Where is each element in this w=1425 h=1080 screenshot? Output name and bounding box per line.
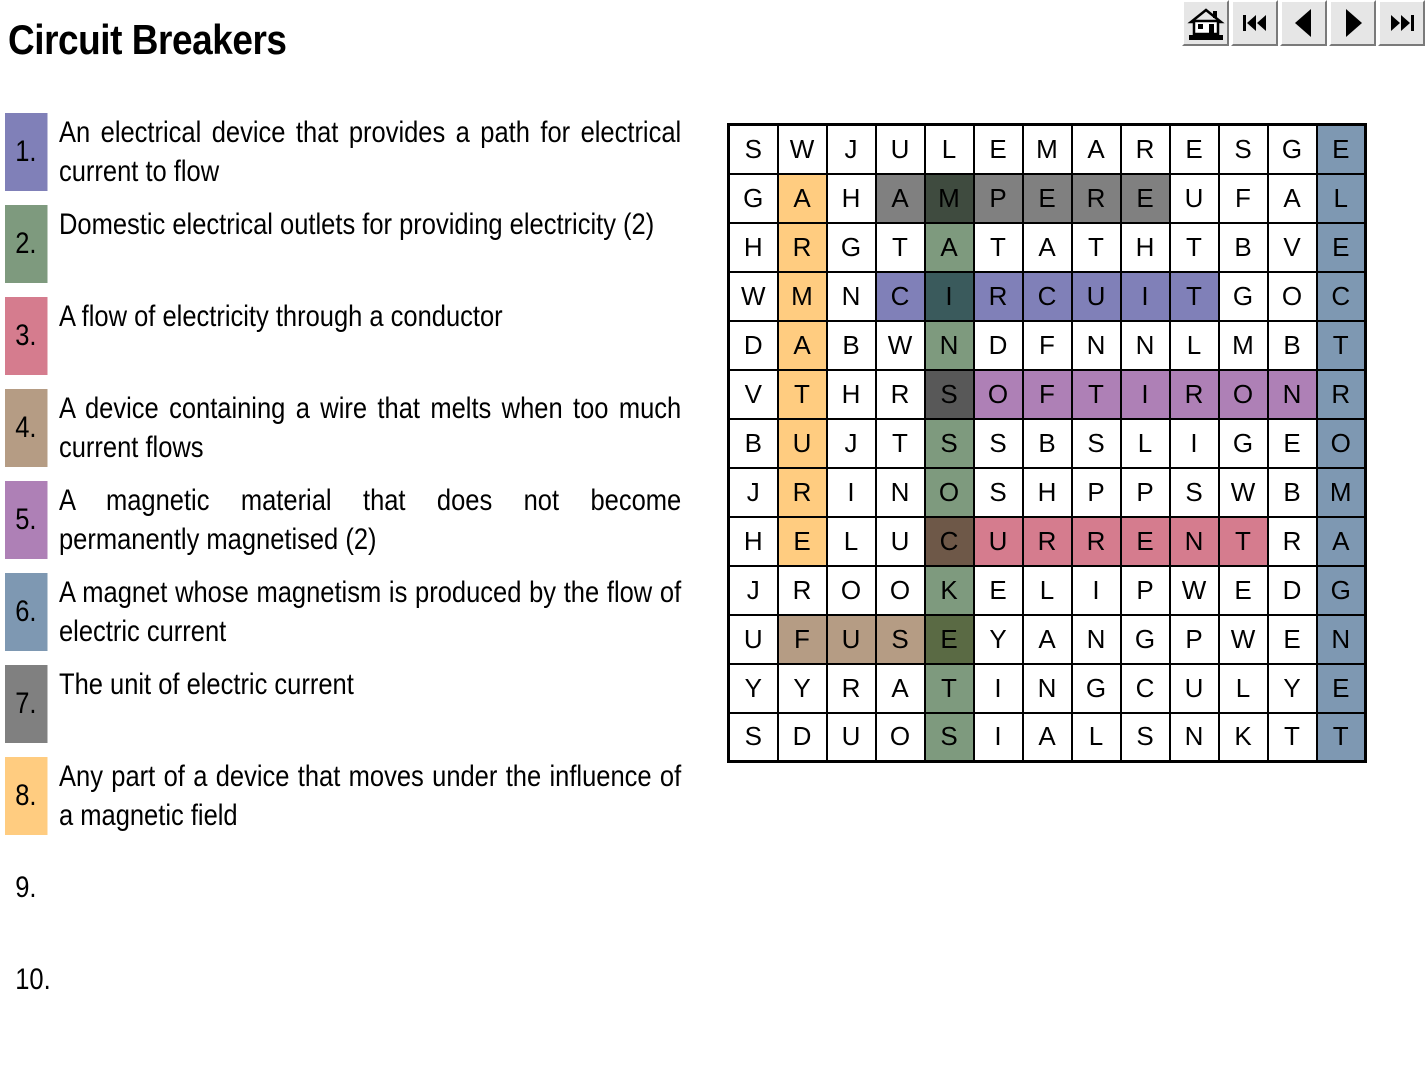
grid-cell[interactable]: T xyxy=(876,223,925,272)
grid-cell[interactable]: N xyxy=(827,272,876,321)
grid-cell[interactable]: A xyxy=(1268,174,1317,223)
clue-item xyxy=(5,389,685,467)
grid-cell[interactable]: T xyxy=(1170,272,1219,321)
grid-cell[interactable]: S xyxy=(729,125,778,174)
grid-cell[interactable]: T xyxy=(1170,223,1219,272)
grid-row xyxy=(729,321,1366,370)
grid-cell[interactable]: B xyxy=(1023,419,1072,468)
grid-cell[interactable]: L xyxy=(1072,713,1121,762)
grid-cell[interactable]: S xyxy=(925,419,974,468)
grid-cell[interactable]: V xyxy=(729,370,778,419)
grid-cell[interactable]: O xyxy=(827,566,876,615)
clue-number: 8. xyxy=(5,757,48,835)
grid-cell[interactable]: R xyxy=(1170,370,1219,419)
grid-cell[interactable]: R xyxy=(1072,517,1121,566)
grid-cell[interactable]: E xyxy=(1317,223,1366,272)
clue-text xyxy=(59,481,682,559)
grid-cell[interactable]: A xyxy=(1072,125,1121,174)
grid-cell[interactable]: S xyxy=(1121,713,1170,762)
grid-cell[interactable]: S xyxy=(1219,125,1268,174)
home-button[interactable] xyxy=(1182,0,1229,46)
clue-item xyxy=(5,941,685,1019)
grid-cell[interactable]: U xyxy=(1170,174,1219,223)
grid-cell[interactable]: Y xyxy=(974,615,1023,664)
grid-row xyxy=(729,223,1366,272)
clue-item xyxy=(5,113,685,191)
grid-cell[interactable]: S xyxy=(729,713,778,762)
clue-text-content: A magnet whose magnetism is produced by the flow of electric current xyxy=(59,576,682,648)
clue-text xyxy=(59,665,682,704)
clue-number: 1. xyxy=(5,113,48,191)
grid-cell[interactable]: T xyxy=(1268,713,1317,762)
grid-cell[interactable]: R xyxy=(1072,174,1121,223)
grid-cell[interactable]: E xyxy=(1023,174,1072,223)
grid-cell[interactable]: G xyxy=(1317,566,1366,615)
grid-cell[interactable]: R xyxy=(1317,370,1366,419)
next-slide-button[interactable] xyxy=(1329,0,1376,46)
clue-item xyxy=(5,665,685,743)
grid-cell[interactable]: O xyxy=(1317,419,1366,468)
grid-cell[interactable]: E xyxy=(1317,125,1366,174)
first-slide-button[interactable] xyxy=(1231,0,1278,46)
grid-cell[interactable]: G xyxy=(827,223,876,272)
grid-cell[interactable]: W xyxy=(1170,566,1219,615)
clue-number: 5. xyxy=(5,481,48,559)
grid-cell[interactable]: L xyxy=(1170,321,1219,370)
grid-cell[interactable]: E xyxy=(1170,125,1219,174)
clue-number: 10. xyxy=(15,963,51,996)
grid-cell[interactable]: H xyxy=(729,223,778,272)
grid-cell[interactable]: P xyxy=(974,174,1023,223)
grid-cell[interactable]: E xyxy=(974,125,1023,174)
grid-cell[interactable]: T xyxy=(1219,517,1268,566)
grid-cell[interactable]: Y xyxy=(729,664,778,713)
grid-cell[interactable]: Y xyxy=(778,664,827,713)
grid-cell[interactable]: E xyxy=(974,566,1023,615)
clue-item xyxy=(5,757,685,835)
clue-text-content: Domestic electrical outlets for providing electricity (2) xyxy=(59,208,655,241)
grid-cell[interactable]: S xyxy=(876,615,925,664)
grid-cell[interactable]: R xyxy=(827,664,876,713)
grid-cell[interactable]: O xyxy=(925,468,974,517)
grid-cell[interactable]: E xyxy=(925,615,974,664)
home-icon xyxy=(1187,4,1225,42)
grid-cell[interactable]: O xyxy=(974,370,1023,419)
grid-cell[interactable]: W xyxy=(729,272,778,321)
grid-cell[interactable]: E xyxy=(1317,664,1366,713)
previous-icon xyxy=(1289,6,1319,40)
grid-cell[interactable]: E xyxy=(778,517,827,566)
grid-cell[interactable]: E xyxy=(1121,174,1170,223)
grid-cell[interactable]: M xyxy=(778,272,827,321)
grid-cell[interactable]: B xyxy=(1268,321,1317,370)
grid-cell[interactable]: E xyxy=(1268,419,1317,468)
grid-cell[interactable]: G xyxy=(1268,125,1317,174)
grid-cell[interactable]: T xyxy=(974,223,1023,272)
grid-cell[interactable]: R xyxy=(778,223,827,272)
grid-cell[interactable]: S xyxy=(925,713,974,762)
grid-cell[interactable]: P xyxy=(1121,566,1170,615)
grid-cell[interactable]: Y xyxy=(1268,664,1317,713)
grid-cell[interactable]: W xyxy=(1219,615,1268,664)
grid-cell[interactable]: F xyxy=(1023,321,1072,370)
grid-row xyxy=(729,517,1366,566)
clue-number: 4. xyxy=(5,389,48,467)
grid-cell[interactable]: I xyxy=(925,272,974,321)
grid-cell[interactable]: A xyxy=(925,223,974,272)
grid-cell[interactable]: G xyxy=(1219,272,1268,321)
clue-item xyxy=(5,481,685,559)
grid-cell[interactable]: U xyxy=(778,419,827,468)
grid-cell[interactable]: W xyxy=(778,125,827,174)
grid-cell[interactable]: N xyxy=(1268,370,1317,419)
clue-text-content: A magnetic material that does not become permanently magnetised (2) xyxy=(59,484,682,556)
grid-cell[interactable]: N xyxy=(1317,615,1366,664)
grid-cell[interactable]: M xyxy=(925,174,974,223)
page-title: Circuit Breakers xyxy=(8,16,287,63)
grid-cell[interactable]: S xyxy=(1170,468,1219,517)
grid-cell[interactable]: R xyxy=(1023,517,1072,566)
grid-cell[interactable]: A xyxy=(778,174,827,223)
clue-number: 3. xyxy=(5,297,48,375)
grid-row xyxy=(729,272,1366,321)
grid-cell[interactable]: G xyxy=(1072,664,1121,713)
grid-cell[interactable]: O xyxy=(876,566,925,615)
grid-cell[interactable]: S xyxy=(974,468,1023,517)
grid-cell[interactable]: O xyxy=(876,713,925,762)
grid-cell[interactable]: T xyxy=(778,370,827,419)
grid-row xyxy=(729,125,1366,174)
grid-cell[interactable]: L xyxy=(1317,174,1366,223)
grid-cell[interactable]: C xyxy=(876,272,925,321)
grid-cell[interactable]: E xyxy=(1121,517,1170,566)
grid-cell[interactable]: I xyxy=(974,664,1023,713)
grid-cell[interactable]: T xyxy=(1072,223,1121,272)
grid-cell[interactable]: F xyxy=(778,615,827,664)
grid-row xyxy=(729,566,1366,615)
clue-text xyxy=(59,297,682,336)
grid-cell[interactable]: T xyxy=(925,664,974,713)
grid-cell[interactable]: J xyxy=(827,419,876,468)
grid-cell[interactable]: G xyxy=(1121,615,1170,664)
clue-text-content: A flow of electricity through a conductor xyxy=(59,300,503,333)
grid-row xyxy=(729,664,1366,713)
grid-cell[interactable]: A xyxy=(1023,223,1072,272)
grid-cell[interactable]: T xyxy=(1317,321,1366,370)
grid-cell[interactable]: I xyxy=(827,468,876,517)
grid-cell[interactable]: A xyxy=(1317,517,1366,566)
grid-cell[interactable]: L xyxy=(925,125,974,174)
grid-cell[interactable]: O xyxy=(1219,370,1268,419)
grid-row xyxy=(729,713,1366,762)
grid-cell[interactable]: M xyxy=(1219,321,1268,370)
grid-cell[interactable]: D xyxy=(729,321,778,370)
clue-text xyxy=(59,757,682,835)
grid-row xyxy=(729,419,1366,468)
grid-cell[interactable]: B xyxy=(1268,468,1317,517)
grid-cell[interactable]: U xyxy=(1170,664,1219,713)
grid-cell[interactable]: B xyxy=(1219,223,1268,272)
grid-cell[interactable]: S xyxy=(925,370,974,419)
grid-cell[interactable]: H xyxy=(729,517,778,566)
grid-cell[interactable]: S xyxy=(1072,419,1121,468)
grid-cell[interactable]: L xyxy=(827,517,876,566)
grid-cell[interactable]: M xyxy=(1317,468,1366,517)
grid-cell[interactable]: L xyxy=(1023,566,1072,615)
grid-cell[interactable]: D xyxy=(974,321,1023,370)
grid-cell[interactable]: C xyxy=(925,517,974,566)
grid-cell[interactable]: U xyxy=(729,615,778,664)
word-search-grid xyxy=(727,123,1367,763)
grid-cell[interactable]: K xyxy=(1219,713,1268,762)
grid-row xyxy=(729,468,1366,517)
grid-cell[interactable]: C xyxy=(1023,272,1072,321)
grid-cell[interactable]: L xyxy=(1219,664,1268,713)
clue-number: 2. xyxy=(5,205,48,283)
previous-slide-button[interactable] xyxy=(1280,0,1327,46)
grid-cell[interactable]: P xyxy=(1121,468,1170,517)
grid-cell[interactable]: I xyxy=(974,713,1023,762)
grid-cell[interactable]: O xyxy=(1268,272,1317,321)
grid-cell[interactable]: M xyxy=(1023,125,1072,174)
grid-cell[interactable]: A xyxy=(1023,615,1072,664)
grid-cell[interactable]: D xyxy=(778,713,827,762)
grid-cell[interactable]: N xyxy=(1121,321,1170,370)
grid-cell[interactable]: P xyxy=(1072,468,1121,517)
clue-text-content: An electrical device that provides a path for electrical current to flow xyxy=(59,116,682,188)
grid-cell[interactable]: D xyxy=(1268,566,1317,615)
clue-text-content: Any part of a device that moves under the influence of a magnetic field xyxy=(59,760,682,832)
grid-cell[interactable]: R xyxy=(974,272,1023,321)
grid-cell[interactable]: H xyxy=(827,174,876,223)
grid-cell[interactable]: I xyxy=(1121,370,1170,419)
grid-row xyxy=(729,174,1366,223)
grid-cell[interactable]: R xyxy=(1121,125,1170,174)
clue-number: 7. xyxy=(5,665,48,743)
clue-text xyxy=(59,389,682,467)
clue-item xyxy=(5,297,685,375)
grid-cell[interactable]: G xyxy=(729,174,778,223)
clue-text xyxy=(59,205,682,244)
grid-cell[interactable]: N xyxy=(1023,664,1072,713)
clue-text xyxy=(59,941,682,980)
grid-cell[interactable]: T xyxy=(1317,713,1366,762)
grid-cell[interactable]: R xyxy=(778,468,827,517)
clue-text-content: The unit of electric current xyxy=(59,668,354,701)
grid-cell[interactable]: S xyxy=(974,419,1023,468)
clue-number: 9. xyxy=(15,871,37,904)
clue-item xyxy=(5,849,685,927)
grid-cell[interactable]: U xyxy=(827,713,876,762)
grid-row xyxy=(729,370,1366,419)
grid-cell[interactable]: N xyxy=(1170,713,1219,762)
grid-cell[interactable]: F xyxy=(1219,174,1268,223)
grid-cell[interactable]: P xyxy=(1170,615,1219,664)
clue-text-content: A device containing a wire that melts when too much current flows xyxy=(59,392,682,464)
skip-last-icon xyxy=(1387,11,1417,35)
grid-cell[interactable]: T xyxy=(876,419,925,468)
clue-text xyxy=(59,849,682,888)
grid-cell[interactable]: I xyxy=(1121,272,1170,321)
grid-cell[interactable]: B xyxy=(827,321,876,370)
grid-cell[interactable]: A xyxy=(876,664,925,713)
grid-cell[interactable]: B xyxy=(729,419,778,468)
skip-first-icon xyxy=(1240,11,1270,35)
grid-cell[interactable]: A xyxy=(778,321,827,370)
grid-cell[interactable]: T xyxy=(1072,370,1121,419)
clue-number: 6. xyxy=(5,573,48,651)
next-icon xyxy=(1338,6,1368,40)
grid-cell[interactable]: V xyxy=(1268,223,1317,272)
grid-cell[interactable]: J xyxy=(729,468,778,517)
grid-cell[interactable]: R xyxy=(1268,517,1317,566)
grid-cell[interactable]: J xyxy=(827,125,876,174)
slide-navigation xyxy=(1182,0,1425,48)
grid-cell[interactable]: C xyxy=(1317,272,1366,321)
grid-cell[interactable]: U xyxy=(876,125,925,174)
grid-cell[interactable]: N xyxy=(876,468,925,517)
grid-cell[interactable]: W xyxy=(1219,468,1268,517)
grid-cell[interactable]: E xyxy=(1219,566,1268,615)
grid-cell[interactable]: L xyxy=(1121,419,1170,468)
grid-row xyxy=(729,615,1366,664)
grid-cell[interactable]: I xyxy=(1072,566,1121,615)
clue-text xyxy=(59,573,682,651)
grid-cell[interactable]: J xyxy=(729,566,778,615)
grid-cell[interactable]: U xyxy=(974,517,1023,566)
grid-cell[interactable]: A xyxy=(876,174,925,223)
grid-cell[interactable]: H xyxy=(1023,468,1072,517)
grid-cell[interactable]: E xyxy=(1268,615,1317,664)
grid-cell[interactable]: N xyxy=(1072,615,1121,664)
clue-item xyxy=(5,573,685,651)
grid-cell[interactable]: N xyxy=(925,321,974,370)
grid-cell[interactable]: U xyxy=(827,615,876,664)
grid-cell[interactable]: G xyxy=(1219,419,1268,468)
grid-cell[interactable]: R xyxy=(876,370,925,419)
grid-cell[interactable]: I xyxy=(1170,419,1219,468)
grid-cell[interactable]: A xyxy=(1023,713,1072,762)
grid-cell[interactable]: H xyxy=(1121,223,1170,272)
clue-item xyxy=(5,205,685,283)
grid-cell[interactable]: N xyxy=(1072,321,1121,370)
grid-cell[interactable]: W xyxy=(876,321,925,370)
grid-cell[interactable]: C xyxy=(1121,664,1170,713)
grid-cell[interactable]: N xyxy=(1170,517,1219,566)
grid-cell[interactable]: F xyxy=(1023,370,1072,419)
grid-cell[interactable]: H xyxy=(827,370,876,419)
last-slide-button[interactable] xyxy=(1378,0,1425,46)
grid-cell[interactable]: R xyxy=(778,566,827,615)
clue-text xyxy=(59,113,682,191)
grid-cell[interactable]: K xyxy=(925,566,974,615)
grid-cell[interactable]: U xyxy=(876,517,925,566)
grid-cell[interactable]: U xyxy=(1072,272,1121,321)
